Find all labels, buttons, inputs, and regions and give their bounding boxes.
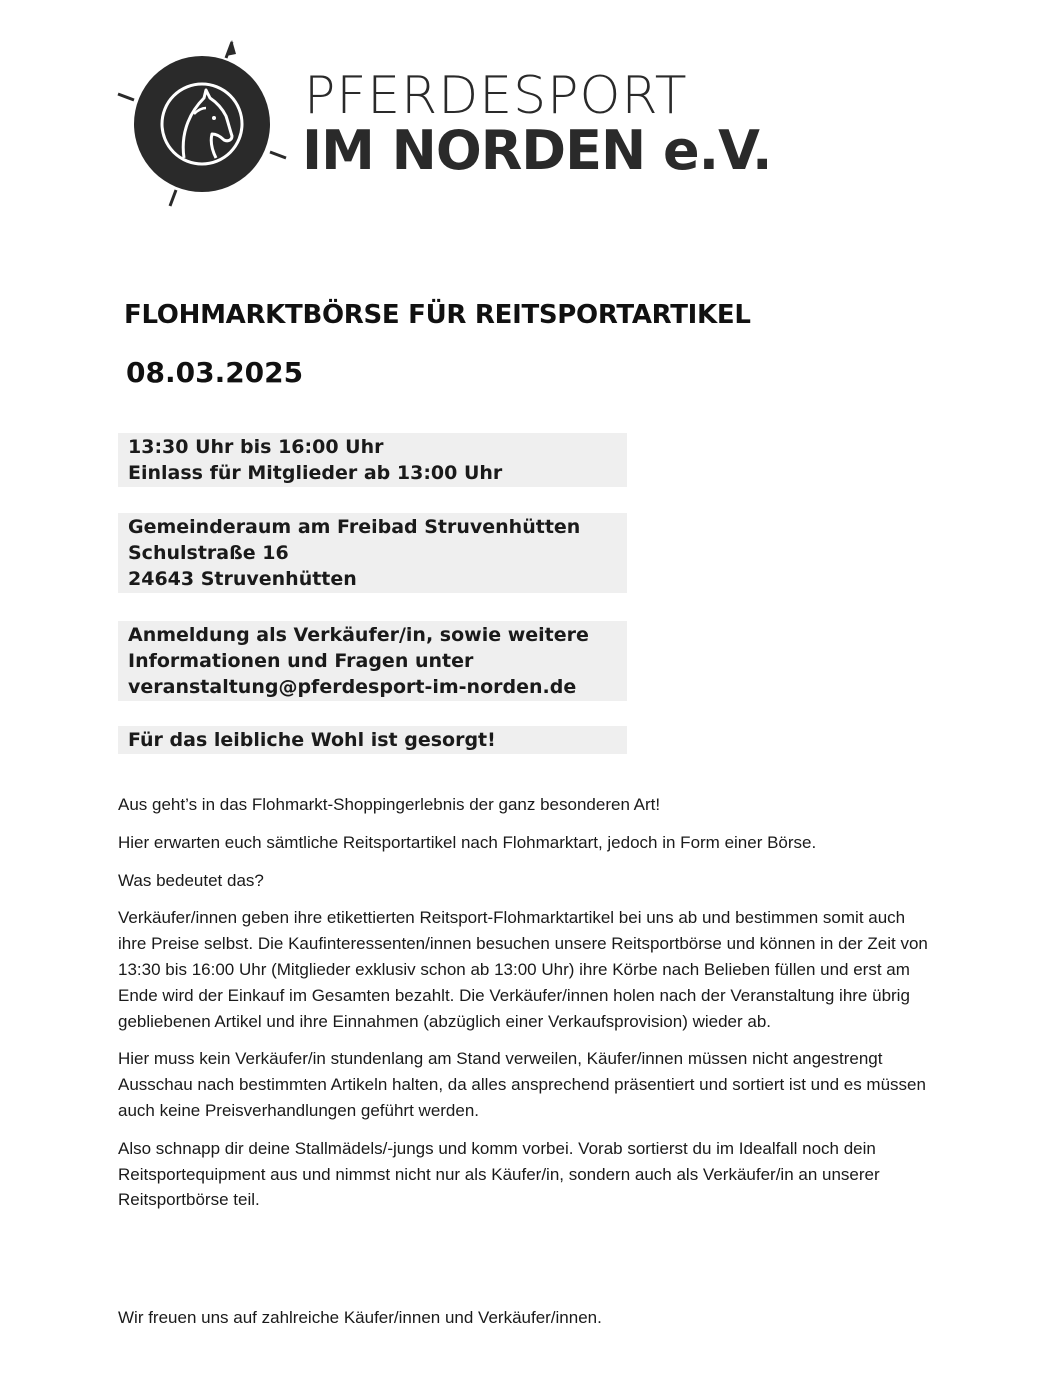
closing-line: Wir freuen uns auf zahlreiche Käufer/innen und Verkäufer/innen.: [118, 1308, 602, 1327]
paragraph: Aus geht’s in das Flohmarkt-Shoppingerlebnis der ganz besonderen Art!: [118, 795, 661, 814]
location-line: Schulstraße 16: [128, 542, 289, 564]
time-line: Einlass für Mitglieder ab 13:00 Uhr: [128, 462, 503, 484]
paragraph: Was bedeutet das?: [118, 870, 264, 890]
paragraph: Also schnapp dir deine Stallmädels/-jungs und komm vorbei. Vorab sortierst du im Idealfall noch dein Reitsportequipment aus und nimmst nicht nur als Käufer/in, sondern auch als Verkäufer/in an unserer Reitsportbörse teil.: [118, 1138, 880, 1210]
club-logo: [114, 40, 794, 220]
logo-text-line2: IM NORDEN e.V.: [302, 119, 772, 182]
location-line: Gemeinderaum am Freibad Struvenhütten: [128, 516, 581, 538]
paragraph: Hier erwarten euch sämtliche Reitsportartikel nach Flohmarktart, jedoch in Form einer Börse.: [118, 832, 817, 852]
time-line: 13:30 Uhr bis 16:00 Uhr: [128, 436, 384, 458]
description-text: [118, 792, 928, 1225]
contact-line: Anmeldung als Verkäufer/in, sowie weitere: [128, 624, 589, 646]
location-info-box: [118, 513, 627, 593]
horse-compass-icon: [114, 40, 294, 220]
paragraph: Verkäufer/innen geben ihre etikettierten Reitsport-Flohmarktartikel bei uns ab und bestimmen somit auch ihre Preise selbst. Die Kaufinteressenten/innen besuchen unsere Reitsportbörse und können in der Zeit von 13:30 bis 16:00 Uhr (Mitglieder exklusiv schon ab 13:00 Uhr) ihre Körbe nach Belieben füllen und erst am Ende wird der Einkauf im Gesamten bezahlt. Die Verkäufer/innen holen nach der Veranstaltung ihre übrig gebliebenen Artikel und ihre Einnahmen (abzüglich einer Verkaufsprovision) wieder ab.: [118, 908, 928, 1031]
time-info-box: [118, 433, 627, 487]
event-title: FLOHMARKTBÖRSE FÜR REITSPORTARTIKEL: [124, 300, 751, 330]
catering-line: Für das leibliche Wohl ist gesorgt!: [128, 729, 496, 751]
paragraph: Hier muss kein Verkäufer/in stundenlang am Stand verweilen, Käufer/innen müssen nicht angestrengt Ausschau nach bestimmten Artikeln halten, da alles ansprechend präsentiert und sortiert ist und es müssen auch keine Preisverhandlungen geführt werden.: [118, 1049, 926, 1120]
location-line: 24643 Struvenhütten: [128, 568, 357, 590]
contact-info-box: [118, 621, 627, 701]
contact-line: Informationen und Fragen unter: [128, 650, 474, 672]
catering-info-box: [118, 726, 627, 754]
contact-email[interactable]: veranstaltung@pferdesport-im-norden.de: [128, 676, 577, 698]
event-date: 08.03.2025: [126, 356, 304, 389]
logo-text-line1: PFERDESPORT: [304, 66, 688, 126]
